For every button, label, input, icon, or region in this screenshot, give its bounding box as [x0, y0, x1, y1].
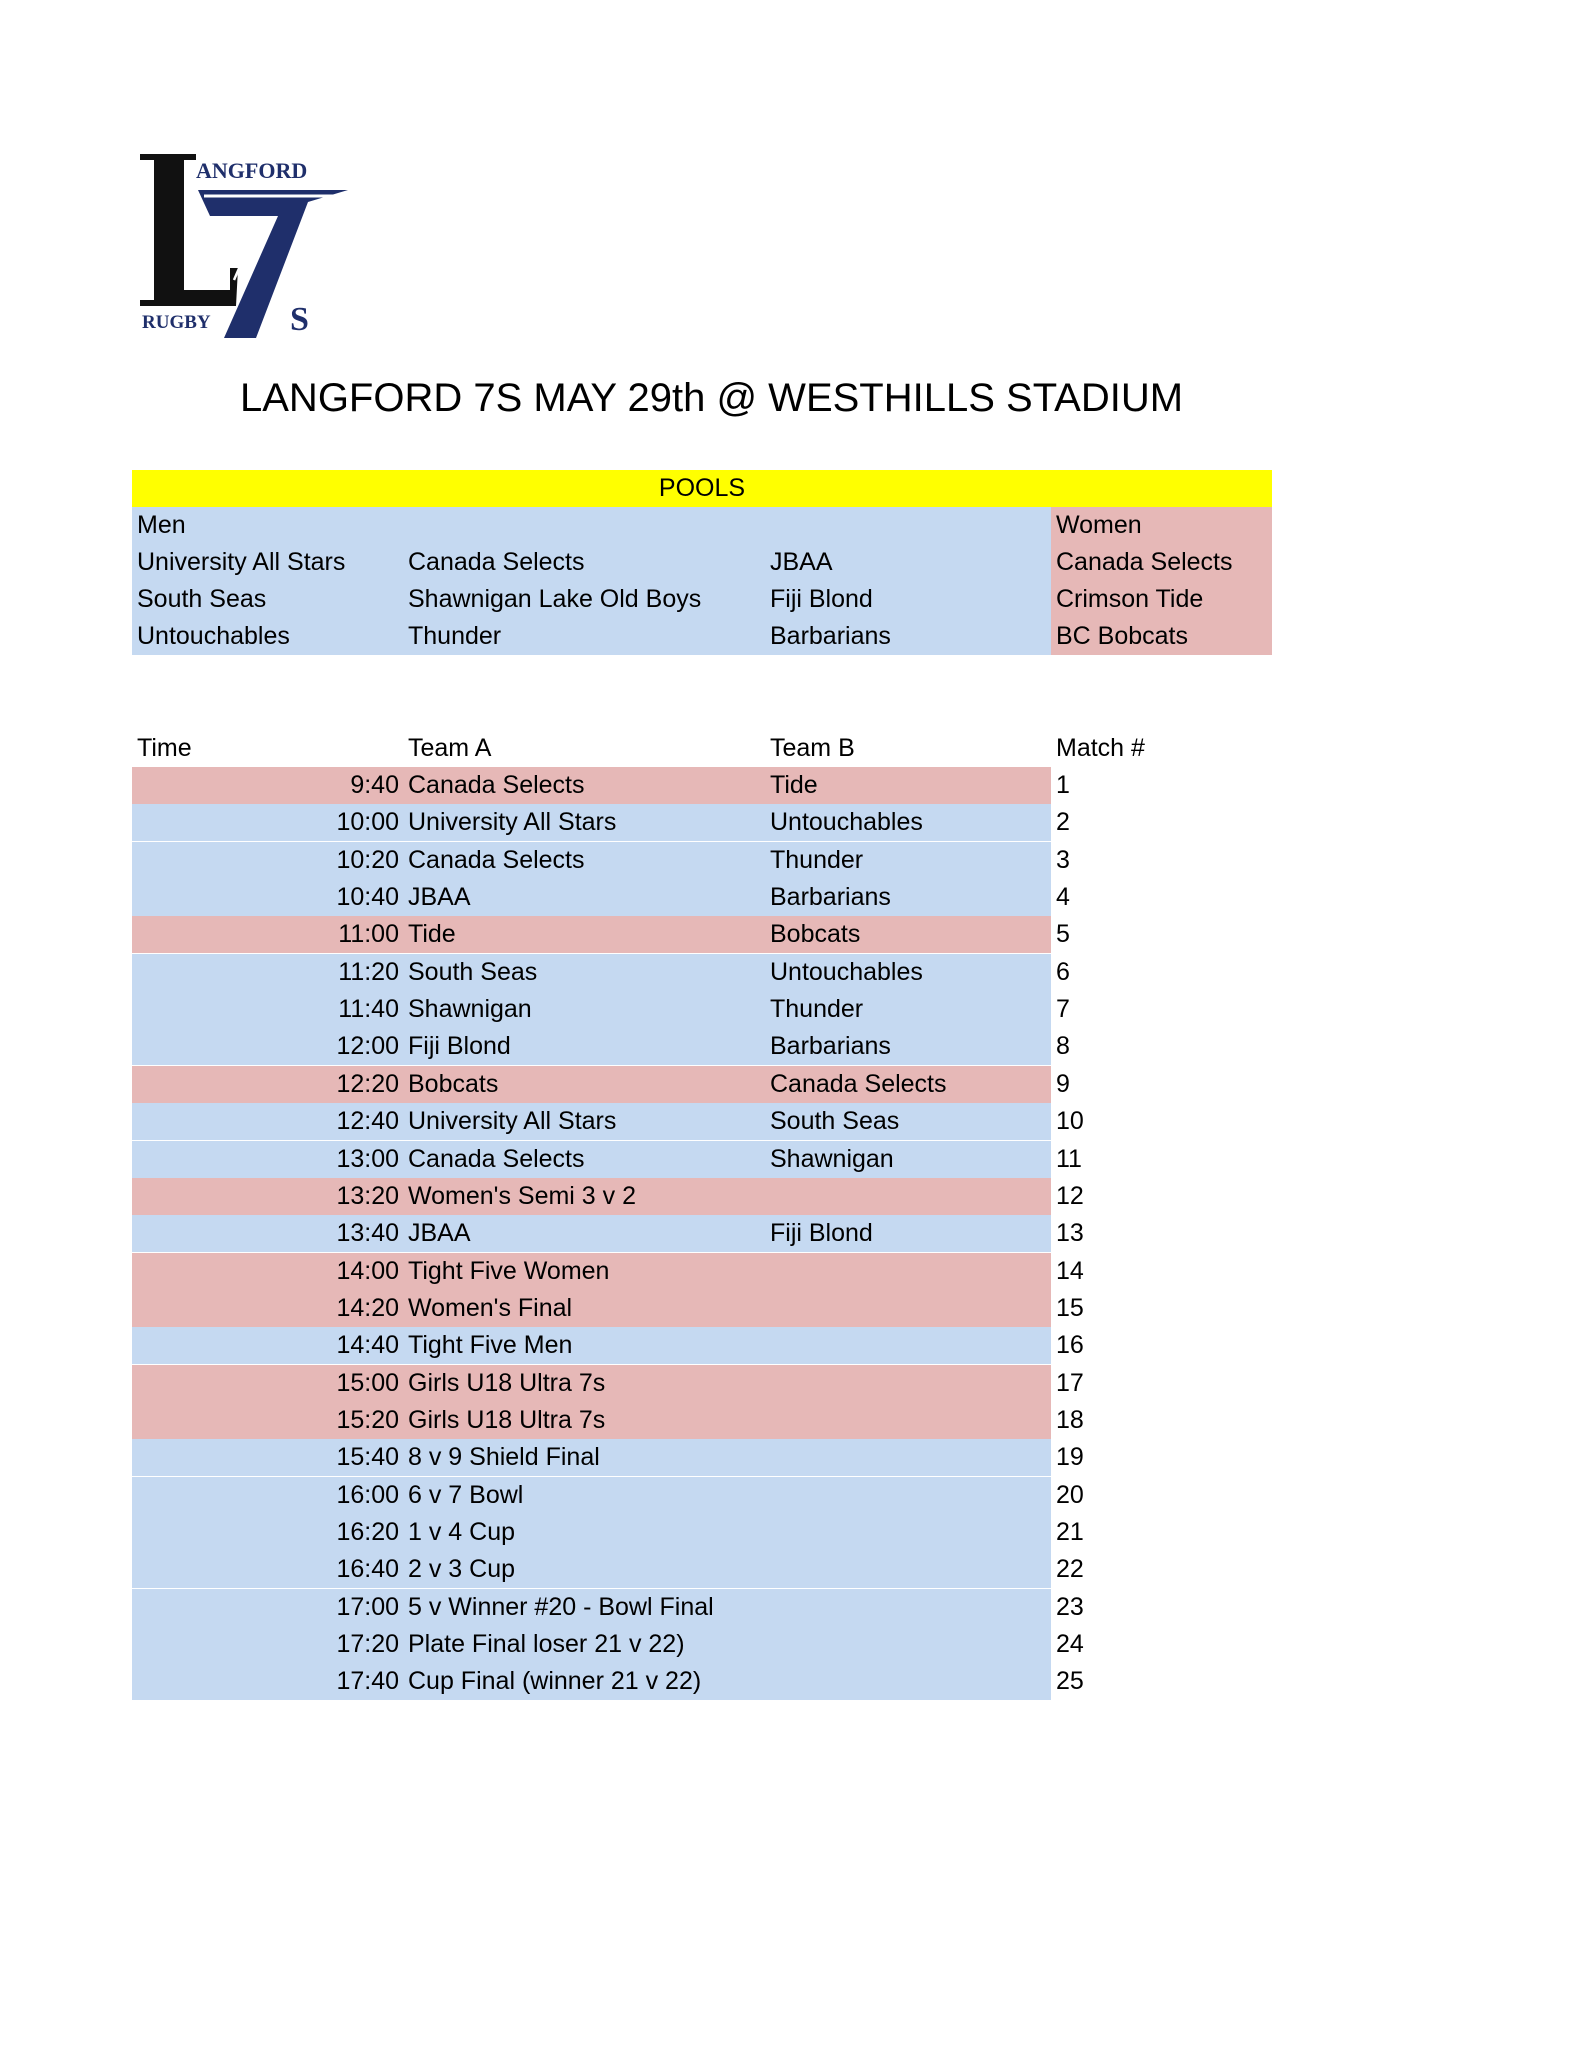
match-number: 7: [1056, 995, 1070, 1024]
pool-team: South Seas: [132, 581, 404, 618]
match-number: 14: [1056, 1256, 1084, 1285]
match-number: 11: [1056, 1144, 1082, 1173]
match-team-a: South Seas: [404, 954, 766, 991]
match-team-b: Untouchables: [766, 804, 1051, 841]
match-time: 13:40: [132, 1215, 404, 1252]
match-team-a: Fiji Blond: [404, 1028, 766, 1065]
langford-7s-logo-graphic: [138, 150, 348, 340]
match-team-b: Thunder: [766, 842, 1051, 879]
match-team-a: Plate Final loser 21 v 22): [404, 1626, 766, 1663]
match-team-b: [766, 1290, 1051, 1327]
match-team-a: Tight Five Women: [404, 1253, 766, 1290]
match-team-a: 2 v 3 Cup: [404, 1551, 766, 1588]
match-number: 23: [1056, 1592, 1084, 1621]
match-number: 3: [1056, 845, 1070, 874]
match-team-b: Canada Selects: [766, 1066, 1051, 1103]
page-title: LANGFORD 7S MAY 29th @ WESTHILLS STADIUM: [240, 376, 1184, 420]
match-team-a: Tide: [404, 916, 766, 953]
match-time: 17:00: [132, 1589, 404, 1626]
match-team-b: South Seas: [766, 1103, 1051, 1140]
match-team-b: Bobcats: [766, 916, 1051, 953]
match-time: 16:40: [132, 1551, 404, 1588]
match-time: 14:40: [132, 1327, 404, 1364]
match-number: 1: [1056, 771, 1070, 799]
match-time: 15:40: [132, 1439, 404, 1476]
match-time: 13:20: [132, 1178, 404, 1215]
pool-team: Canada Selects: [1051, 544, 1272, 581]
match-team-b: Barbarians: [766, 1028, 1051, 1065]
match-team-a: 5 v Winner #20 - Bowl Final: [404, 1589, 766, 1626]
match-team-a: Girls U18 Ultra 7s: [404, 1402, 766, 1439]
pool-team: JBAA: [766, 544, 1051, 581]
pool-team: Shawnigan Lake Old Boys: [404, 581, 766, 618]
pool-team: Crimson Tide: [1051, 581, 1272, 618]
match-number: 12: [1056, 1181, 1084, 1210]
match-number: 4: [1056, 883, 1070, 912]
match-team-b: [766, 1253, 1051, 1290]
header-team-a: Team A: [408, 734, 492, 762]
match-team-a: Bobcats: [404, 1066, 766, 1103]
match-number: 15: [1056, 1293, 1084, 1322]
pool-team: Barbarians: [766, 618, 1051, 655]
match-number: 22: [1056, 1555, 1084, 1584]
match-number: 19: [1056, 1443, 1084, 1472]
match-team-b: Barbarians: [766, 879, 1051, 916]
men-label: Men: [132, 507, 404, 544]
match-team-b: [766, 1477, 1051, 1514]
match-team-a: Canada Selects: [404, 767, 766, 804]
match-team-a: Tight Five Men: [404, 1327, 766, 1364]
pool-team: BC Bobcats: [1051, 618, 1272, 655]
langford-7s-logo: [138, 150, 348, 340]
pool-team: Untouchables: [132, 618, 404, 655]
match-time: 14:20: [132, 1290, 404, 1327]
match-number: 13: [1056, 1219, 1084, 1248]
pool-team: Fiji Blond: [766, 581, 1051, 618]
pool-team: Thunder: [404, 618, 766, 655]
match-time: 15:00: [132, 1365, 404, 1402]
match-time: 11:40: [132, 991, 404, 1028]
match-team-b: Shawnigan: [766, 1141, 1051, 1178]
match-number: 21: [1056, 1518, 1084, 1546]
match-team-b: [766, 1327, 1051, 1364]
match-time: 16:00: [132, 1477, 404, 1514]
match-time: 10:00: [132, 804, 404, 841]
match-team-b: [766, 1514, 1051, 1551]
match-team-b: [766, 1589, 1051, 1626]
logo-bottom-text: RUGBY: [142, 312, 211, 333]
match-time: 11:00: [132, 916, 404, 953]
match-time: 10:20: [132, 842, 404, 879]
match-number: 8: [1056, 1032, 1070, 1061]
match-team-b: [766, 1439, 1051, 1476]
match-team-b: [766, 1663, 1051, 1700]
match-team-a: Women's Semi 3 v 2: [404, 1178, 766, 1215]
header-time: Time: [137, 734, 192, 762]
women-label: Women: [1051, 507, 1272, 544]
logo-top-text: ANGFORD: [196, 158, 308, 183]
match-time: 9:40: [132, 767, 404, 804]
match-time: 10:40: [132, 879, 404, 916]
match-team-a: University All Stars: [404, 1103, 766, 1140]
match-number: 20: [1056, 1480, 1084, 1509]
match-team-a: Shawnigan: [404, 991, 766, 1028]
match-number: 9: [1056, 1069, 1070, 1098]
match-team-a: Girls U18 Ultra 7s: [404, 1365, 766, 1402]
match-team-b: [766, 1402, 1051, 1439]
match-team-b: [766, 1551, 1051, 1588]
match-number: 16: [1056, 1331, 1084, 1360]
match-number: 25: [1056, 1667, 1084, 1696]
match-team-a: Women's Final: [404, 1290, 766, 1327]
match-team-a: JBAA: [404, 1215, 766, 1252]
pool-team: Canada Selects: [404, 544, 766, 581]
match-team-a: 1 v 4 Cup: [404, 1514, 766, 1551]
match-number: 10: [1056, 1107, 1084, 1136]
match-team-a: University All Stars: [404, 804, 766, 841]
match-team-b: Fiji Blond: [766, 1215, 1051, 1252]
match-team-a: Canada Selects: [404, 842, 766, 879]
match-team-b: Thunder: [766, 991, 1051, 1028]
match-time: 13:00: [132, 1141, 404, 1178]
match-team-b: [766, 1626, 1051, 1663]
match-team-b: [766, 1365, 1051, 1402]
match-time: 12:40: [132, 1103, 404, 1140]
match-number: 2: [1056, 808, 1070, 837]
pool-team: University All Stars: [132, 544, 404, 581]
match-time: 15:20: [132, 1402, 404, 1439]
match-team-a: 6 v 7 Bowl: [404, 1477, 766, 1514]
match-time: 11:20: [132, 954, 404, 991]
logo-digit-seven: [198, 190, 348, 338]
pools-header: POOLS: [132, 470, 1272, 507]
match-team-b: Untouchables: [766, 954, 1051, 991]
match-time: 17:20: [132, 1626, 404, 1663]
match-time: 12:00: [132, 1028, 404, 1065]
match-number: 6: [1056, 957, 1070, 986]
match-number: 24: [1056, 1630, 1084, 1659]
match-time: 12:20: [132, 1066, 404, 1103]
header-match-number: Match #: [1056, 734, 1145, 762]
match-team-b: [766, 1178, 1051, 1215]
match-team-b: Tide: [766, 767, 1051, 804]
match-team-a: 8 v 9 Shield Final: [404, 1439, 766, 1476]
header-team-b: Team B: [770, 734, 855, 762]
match-team-a: Cup Final (winner 21 v 22): [404, 1663, 766, 1700]
match-number: 18: [1056, 1405, 1084, 1434]
match-number: 17: [1056, 1368, 1084, 1397]
logo-suffix-text: S: [290, 301, 309, 338]
match-time: 17:40: [132, 1663, 404, 1700]
match-team-a: Canada Selects: [404, 1141, 766, 1178]
match-time: 14:00: [132, 1253, 404, 1290]
match-time: 16:20: [132, 1514, 404, 1551]
match-team-a: JBAA: [404, 879, 766, 916]
match-number: 5: [1056, 920, 1070, 949]
